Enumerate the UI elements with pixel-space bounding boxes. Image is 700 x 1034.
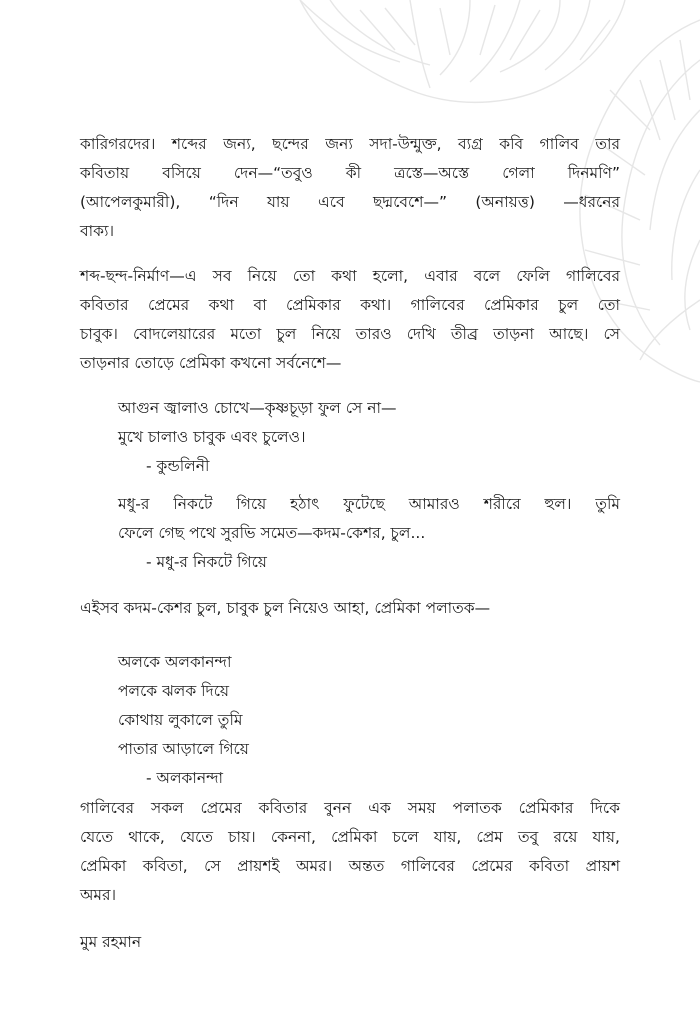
- verse-attribution: - মধু-র নিকটে গিয়ে: [146, 553, 267, 571]
- verse-attribution: - কুন্ডলিনী: [146, 457, 210, 475]
- paragraph-1: [80, 130, 620, 246]
- verse-line: অলকে অলকানন্দা: [118, 653, 232, 671]
- paragraph-3: [80, 594, 620, 623]
- paragraph-line: তাড়নার তোড়ে প্রেমিকা কখনো সর্বনেশে—: [80, 354, 342, 372]
- paragraph-line: কবিতার প্রেমের কথা বা প্রেমিকার কথা। গালিবের প্রেমিকার চুল তো: [80, 296, 620, 314]
- verse-line: মধু-র নিকটে গিয়ে হঠাৎ ফুটেছে আমারও শরীরে হুল। তুমি: [118, 495, 620, 513]
- verse-3: [118, 648, 249, 793]
- verse-line: কোথায় লুকালে তুমি: [118, 711, 243, 729]
- paragraph-line: এইসব কদম-কেশর চুল, চাবুক চুল নিয়েও আহা, প্রেমিকা পলাতক—: [80, 599, 491, 617]
- paragraph-line: (আপেলকুমারী), “দিন যায় এবে ছদ্মবেশে—” (অনায়ত্ত) —ধরনের: [80, 193, 620, 211]
- verse-line: আগুন জ্বালাও চোখে—কৃষ্ণচূড়া ফুল সে না—: [118, 399, 397, 417]
- paragraph-line: বাক্য।: [80, 222, 115, 240]
- verse-attribution: - অলকানন্দা: [146, 769, 224, 787]
- paragraph-line: কবিতায় বসিয়ে দেন—“তবুও কী ত্রস্তে—অস্তে গেলা দিনমণি”: [80, 164, 620, 182]
- verse-line: মুখে চালাও চাবুক এবং চুলেও।: [118, 428, 306, 446]
- verse-line: পাতার আড়ালে গিয়ে: [118, 740, 249, 758]
- paragraph-line: কারিগরদের। শব্দের জন্য, ছন্দের জন্য সদা-উন্মুক্ত, ব্যগ্র কবি গালিব তার: [80, 135, 620, 153]
- paragraph-4: [80, 794, 620, 910]
- paragraph-line: প্রেমিকা কবিতা, সে প্রায়শই অমর। অন্তত গালিবের প্রেমের কবিতা প্রায়শ: [80, 857, 620, 875]
- paragraph-line: শব্দ-ছন্দ-নির্মাণ—এ সব নিয়ে তো কথা হলো, এবার বলে ফেলি গালিবের: [80, 267, 620, 285]
- paragraph-2: [80, 262, 620, 378]
- paragraph-line: যেতে থাকে, যেতে চায়। কেননা, প্রেমিকা চলে যায়, প্রেম তবু রয়ে যায়,: [80, 828, 620, 846]
- verse-line: ফেলে গেছ পথে সুরভি সমেত—কদম-কেশর, চুল...: [118, 524, 426, 542]
- paragraph-line: গালিবের সকল প্রেমের কবিতার বুনন এক সময় পলাতক প্রেমিকার দিকে: [80, 799, 620, 817]
- paragraph-line: অমর।: [80, 886, 117, 904]
- verse-line: পলকে ঝলক দিয়ে: [118, 682, 230, 700]
- verse-1: [118, 394, 396, 481]
- author-signature: মুম রহমান: [80, 933, 142, 951]
- paragraph-line: চাবুক। বোদলেয়ারের মতো চুল নিয়ে তারও দেখি তীব্র তাড়না আছে। সে: [80, 325, 620, 343]
- verse-2: [118, 490, 620, 577]
